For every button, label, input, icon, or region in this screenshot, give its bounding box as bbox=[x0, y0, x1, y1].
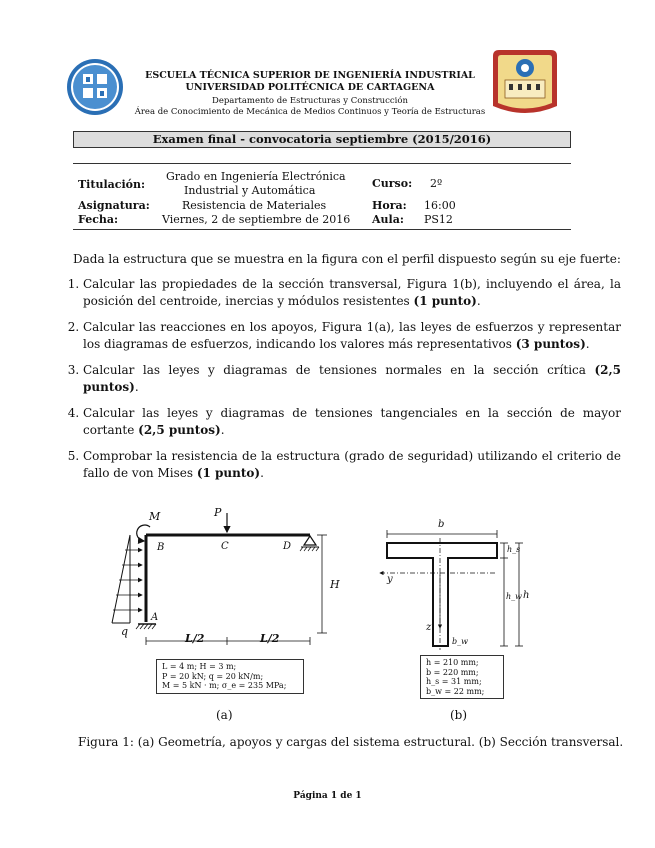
label-bw: b_w bbox=[452, 637, 468, 646]
department-header bbox=[130, 96, 490, 118]
asignatura-label: Asignatura: bbox=[78, 199, 150, 212]
support-D bbox=[304, 536, 316, 545]
label-C: C bbox=[221, 541, 229, 552]
exam-title: Examen final - convocatoria septiembre (2015/2016) bbox=[73, 131, 571, 148]
fecha-label: Fecha: bbox=[78, 213, 119, 226]
titulacion-value-1: Grado en Ingeniería Electrónica bbox=[166, 170, 346, 183]
hora-value: 16:00 bbox=[424, 199, 456, 212]
rule-bottom bbox=[73, 229, 571, 230]
hora-label: Hora: bbox=[372, 199, 407, 212]
dept-line2: Área de Conocimiento de Mecánica de Medios Continuos y Teoría de Estructuras bbox=[134, 107, 486, 117]
question-4: 4. Calcular las leyes y diagramas de tensiones tangenciales en la sección de mayor cortante (2,5 puntos). bbox=[83, 405, 621, 439]
label-h: h bbox=[523, 590, 530, 601]
school-line1: ESCUELA TÉCNICA SUPERIOR DE INGENIERÍA INDUSTRIAL bbox=[145, 70, 475, 81]
school-line2: UNIVERSIDAD POLITÉCNICA DE CARTAGENA bbox=[185, 82, 435, 93]
rule-top bbox=[73, 163, 571, 164]
t-section-shape bbox=[387, 543, 497, 646]
caption-a: (a) bbox=[216, 708, 233, 722]
params-b: h = 210 mm; b = 220 mm; h_s = 31 mm; b_w = 22 mm; bbox=[420, 655, 504, 699]
label-A: A bbox=[151, 612, 159, 623]
label-z: z bbox=[426, 622, 432, 633]
figure-caption: Figura 1: (a) Geometría, apoyos y cargas del sistema estructural. (b) Sección transversal. bbox=[78, 735, 624, 749]
titulacion-label: Titulación: bbox=[78, 178, 146, 191]
label-y: y bbox=[387, 574, 393, 585]
label-L2-left: L/2 bbox=[185, 632, 205, 645]
label-hw: h_w bbox=[506, 592, 522, 601]
curso-label: Curso: bbox=[372, 177, 413, 190]
university-logo-left bbox=[66, 58, 124, 116]
question-1: 1. Calcular las propiedades de la sección transversal, Figura 1(b), incluyendo el área, la posición del centroide, inercias y módulos resistentes (1 punto). bbox=[83, 276, 621, 310]
aula-value: PS12 bbox=[424, 213, 453, 226]
school-header bbox=[130, 70, 490, 94]
dept-line1: Departamento de Estructuras y Construcción bbox=[212, 96, 408, 106]
label-L2-right: L/2 bbox=[260, 632, 280, 645]
label-D: D bbox=[283, 541, 292, 552]
asignatura-value: Resistencia de Materiales bbox=[182, 199, 327, 212]
label-B: B bbox=[157, 542, 165, 553]
label-H: H bbox=[330, 578, 340, 591]
label-b: b bbox=[438, 519, 445, 530]
moment-M bbox=[137, 525, 150, 541]
intro-text: Dada la estructura que se muestra en la figura con el perfil dispuesto según su eje fuerte: bbox=[73, 252, 621, 266]
fecha-value: Viernes, 2 de septiembre de 2016 bbox=[162, 213, 351, 226]
params-a: L = 4 m; H = 3 m; P = 20 kN; q = 20 kN/m; M = 5 kN · m; σ_e = 235 MPa; bbox=[156, 659, 304, 694]
question-5: 5. Comprobar la resistencia de la estructura (grado de seguridad) utilizando el criterio de fallo de von Mises (1 punto). bbox=[83, 448, 621, 482]
question-list bbox=[63, 276, 621, 491]
caption-b: (b) bbox=[450, 708, 468, 722]
page-number: Página 1 de 1 bbox=[293, 791, 362, 801]
structure-diagram bbox=[100, 505, 360, 675]
curso-value: 2º bbox=[430, 177, 443, 190]
question-2: 2. Calcular las reacciones en los apoyos, Figura 1(a), las leyes de esfuerzos y representar los diagramas de esfuerzos, indicando los valores más representativos (3 puntos). bbox=[83, 319, 621, 353]
school-logo-right bbox=[489, 46, 561, 118]
label-q: q bbox=[121, 625, 129, 638]
aula-label: Aula: bbox=[372, 213, 404, 226]
label-P: P bbox=[214, 506, 222, 519]
label-hs: h_s bbox=[507, 545, 521, 554]
titulacion-value-2: Industrial y Automática bbox=[184, 184, 316, 197]
question-3: 3. Calcular las leyes y diagramas de tensiones normales en la sección crítica (2,5 puntos). bbox=[83, 362, 621, 396]
label-M: M bbox=[149, 510, 161, 523]
